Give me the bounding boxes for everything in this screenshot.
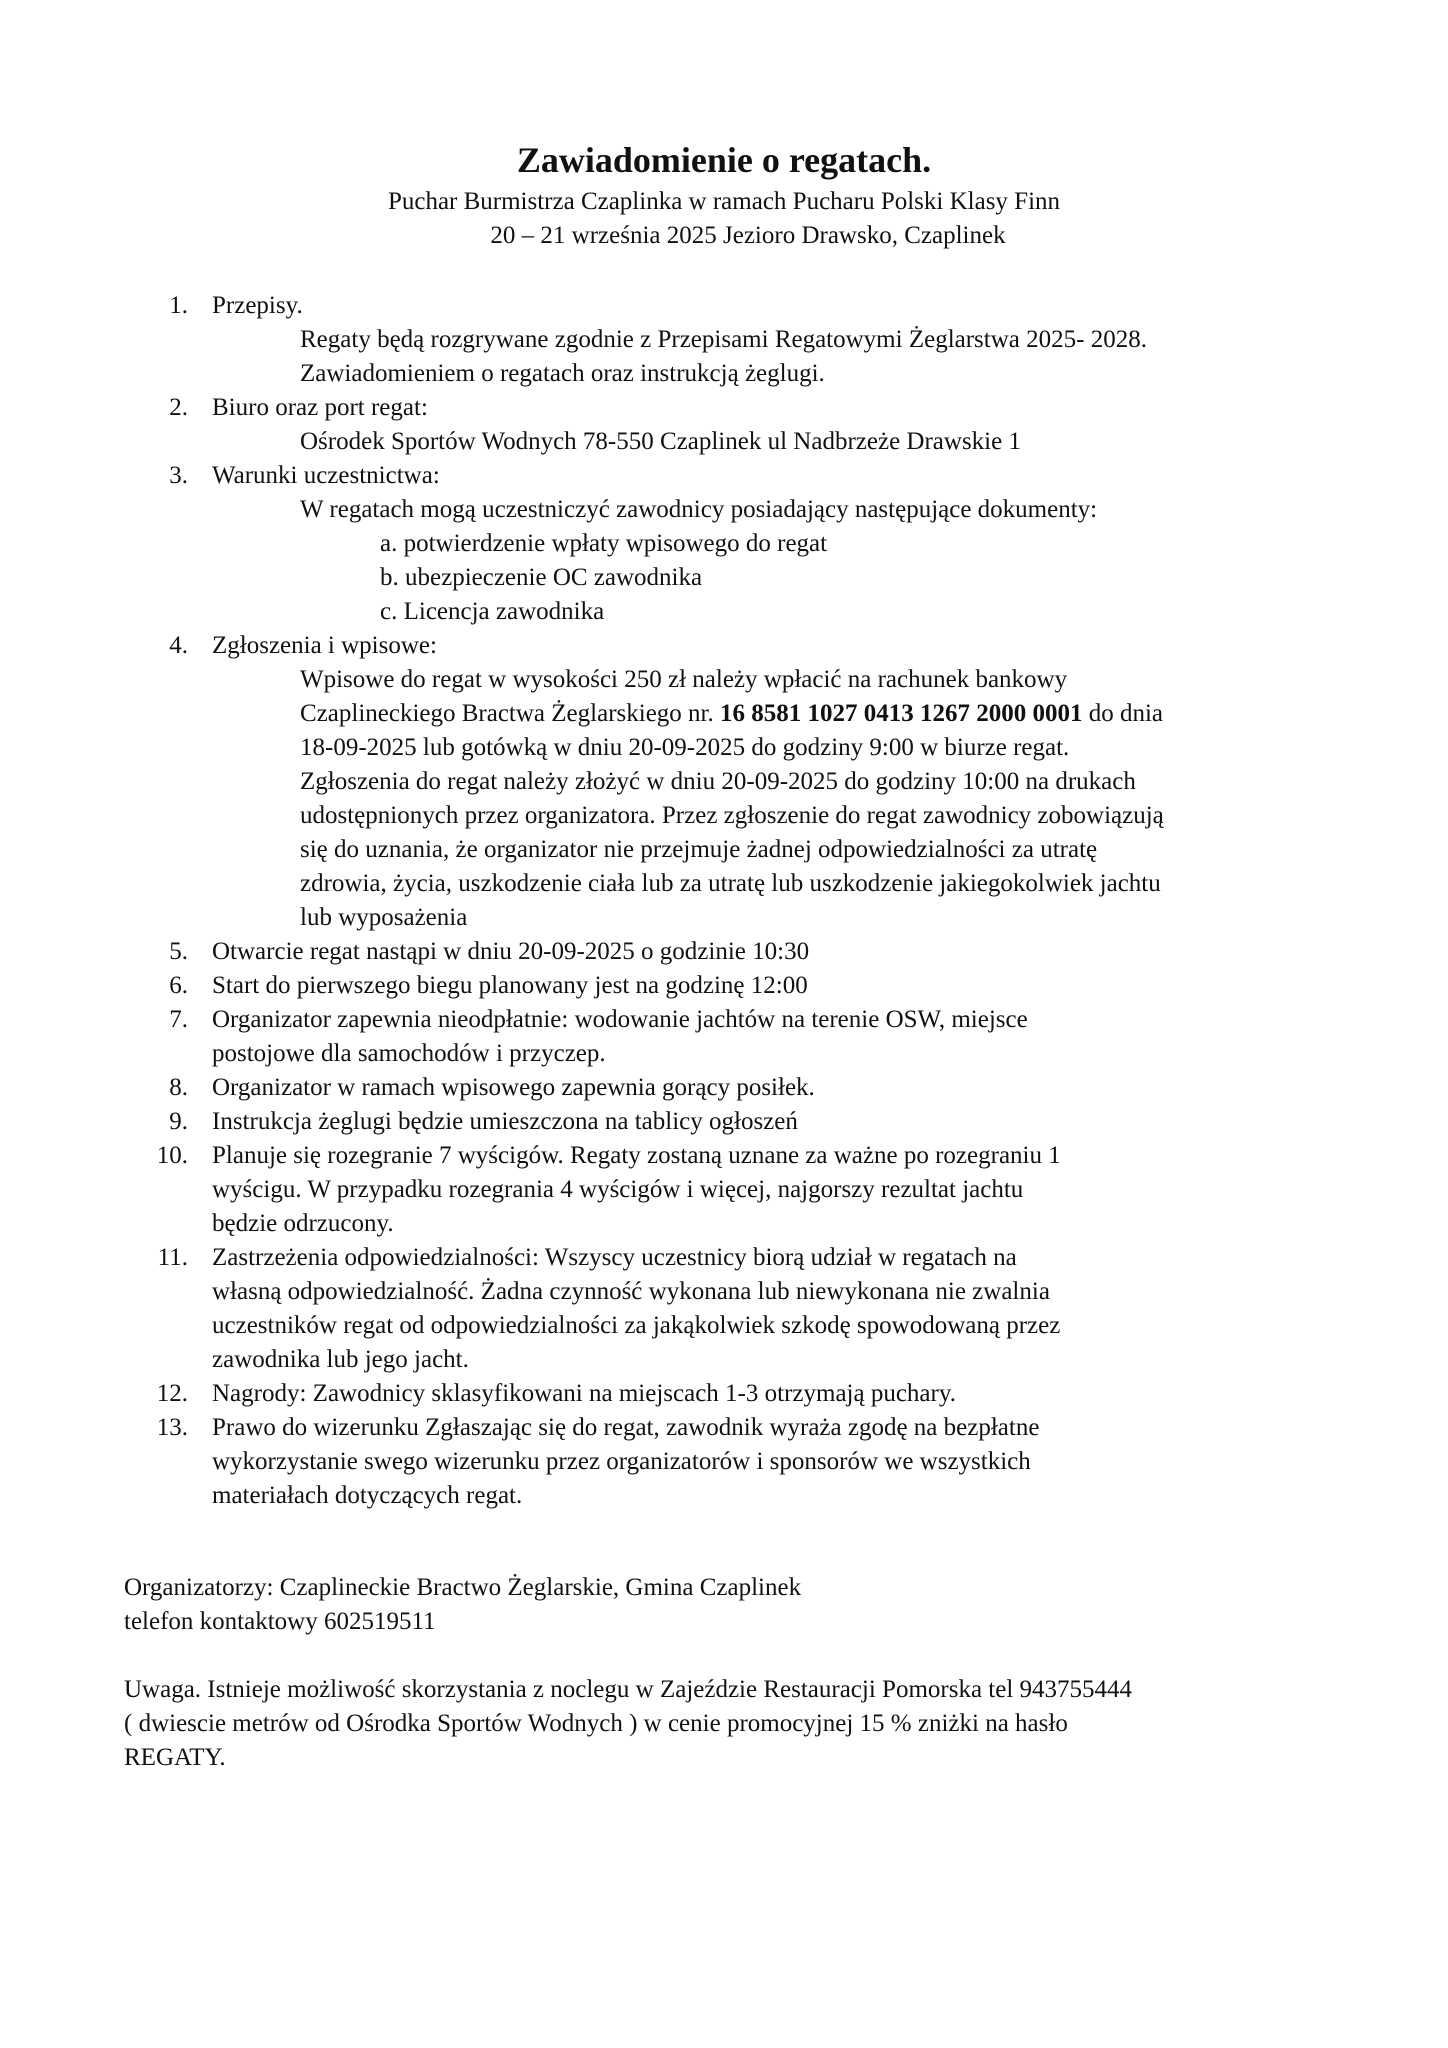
item-text: Regaty będą rozgrywane zgodnie z Przepisami Regatowymi Żeglarstwa 2025- 2028. [300,326,1147,353]
item-text: wyścigu. W przypadku rozegrania 4 wyścigów i więcej, najgorszy rezultat jachtu [212,1176,1024,1203]
item-text: zawodnika lub jego jacht. [212,1346,469,1373]
sub-item: a. potwierdzenie wpłaty wpisowego do regat [380,530,828,557]
item-text: 18-09-2025 lub gotówką w dniu 20-09-2025 do godziny 9:00 w biurze regat. [300,734,1070,761]
item-number: 9. [169,1108,188,1135]
item-text [300,697,1163,731]
item-text: Organizator w ramach wpisowego zapewnia gorący posiłek. [212,1074,815,1101]
item-number: 8. [169,1074,188,1101]
item-heading: Zgłoszenia i wpisowe: [212,632,437,659]
document-subtitle: Puchar Burmistrza Czaplinka w ramach Pucharu Polski Klasy Finn [387,188,1061,215]
item-heading: Warunki uczestnictwa: [212,462,440,489]
item-number: 5. [169,938,188,965]
item-number: 6. [169,972,188,999]
item-text: Prawo do wizerunku Zgłaszając się do regat, zawodnik wyraża zgodę na bezpłatne [212,1414,1040,1441]
item-text: Wpisowe do regat w wysokości 250 zł należy wpłacić na rachunek bankowy [300,666,1068,693]
item-heading: Przepisy. [212,292,303,319]
item-number: 7. [169,1006,188,1033]
note-text: Uwaga. Istnieje możliwość skorzystania z noclegu w Zajeździe Restauracji Pomorska tel 943755444 [124,1676,1133,1703]
sub-item: c. Licencja zawodnika [380,598,605,625]
item-text: Instrukcja żeglugi będzie umieszczona na tablicy ogłoszeń [212,1108,798,1135]
item-text: Start do pierwszego biegu planowany jest na godzinę 12:00 [212,972,808,999]
item-text: Planuje się rozegranie 7 wyścigów. Regaty zostaną uznane za ważne po rozegraniu 1 [212,1142,1061,1169]
document-dates: 20 – 21 września 2025 Jezioro Drawsko, Czaplinek [490,222,1006,249]
item-text: się do uznania, że organizator nie przejmuje żadnej odpowiedzialności za utratę [300,836,1098,863]
item-number: 4. [169,632,188,659]
item-number: 1. [169,292,188,319]
bank-account-number: 16 8581 1027 0413 1267 2000 0001 [719,700,1083,727]
item-text: materiałach dotyczących regat. [212,1482,523,1509]
note-text: REGATY. [124,1744,226,1771]
item-text: własną odpowiedzialność. Żadna czynność wykonana lub niewykonana nie zwalnia [212,1278,1050,1305]
item-number: 3. [169,462,188,489]
item-text: uczestników regat od odpowiedzialności za jakąkolwiek szkodę spowodowaną przez [212,1312,1061,1339]
contact-phone: telefon kontaktowy 602519511 [124,1608,436,1635]
document-title: Zawiadomienie o regatach. [516,140,932,180]
item-text: Zastrzeżenia odpowiedzialności: Wszyscy uczestnicy biorą udział w regatach na [212,1244,1017,1271]
item-text: Organizator zapewnia nieodpłatnie: wodowanie jachtów na terenie OSW, miejsce [212,1006,1028,1033]
item-number: 10. [156,1142,188,1169]
item-number: 11. [157,1244,188,1271]
note-text: ( dwiescie metrów od Ośrodka Sportów Wodnych ) w cenie promocyjnej 15 % zniżki na hasło [124,1710,1068,1737]
item-number: 13. [156,1414,188,1441]
item-text: W regatach mogą uczestniczyć zawodnicy posiadający następujące dokumenty: [300,496,1098,523]
item-text: wykorzystanie swego wizerunku przez organizatorów i sponsorów we wszystkich [212,1448,1031,1475]
item-text: Otwarcie regat nastąpi w dniu 20-09-2025 o godzinie 10:30 [212,938,810,965]
organizers-text: Organizatorzy: Czaplineckie Bractwo Żeglarskie, Gmina Czaplinek [124,1574,802,1601]
item-text: udostępnionych przez organizatora. Przez zgłoszenie do regat zawodnicy zobowiązują [300,802,1164,829]
item-text: lub wyposażenia [300,904,468,931]
sub-item: b. ubezpieczenie OC zawodnika [380,564,703,591]
item-text: postojowe dla samochodów i przyczep. [212,1040,606,1067]
item-text: Zawiadomieniem o regatach oraz instrukcją żeglugi. [300,360,825,387]
item-text: będzie odrzucony. [212,1210,394,1237]
item-text: Ośrodek Sportów Wodnych 78-550 Czaplinek ul Nadbrzeże Drawskie 1 [300,428,1021,455]
item-text-part: do dnia [1082,700,1164,727]
item-number: 12. [156,1380,188,1407]
item-text: Zgłoszenia do regat należy złożyć w dniu 20-09-2025 do godziny 10:00 na drukach [300,768,1136,795]
item-text: zdrowia, życia, uszkodzenie ciała lub za utratę lub uszkodzenie jakiegokolwiek jachtu [300,870,1161,897]
item-text-part: Czaplineckiego Bractwa Żeglarskiego nr. [300,700,720,727]
item-heading: Biuro oraz port regat: [212,394,428,421]
item-text: Nagrody: Zawodnicy sklasyfikowani na miejscach 1-3 otrzymają puchary. [212,1380,956,1407]
item-number: 2. [169,394,188,421]
